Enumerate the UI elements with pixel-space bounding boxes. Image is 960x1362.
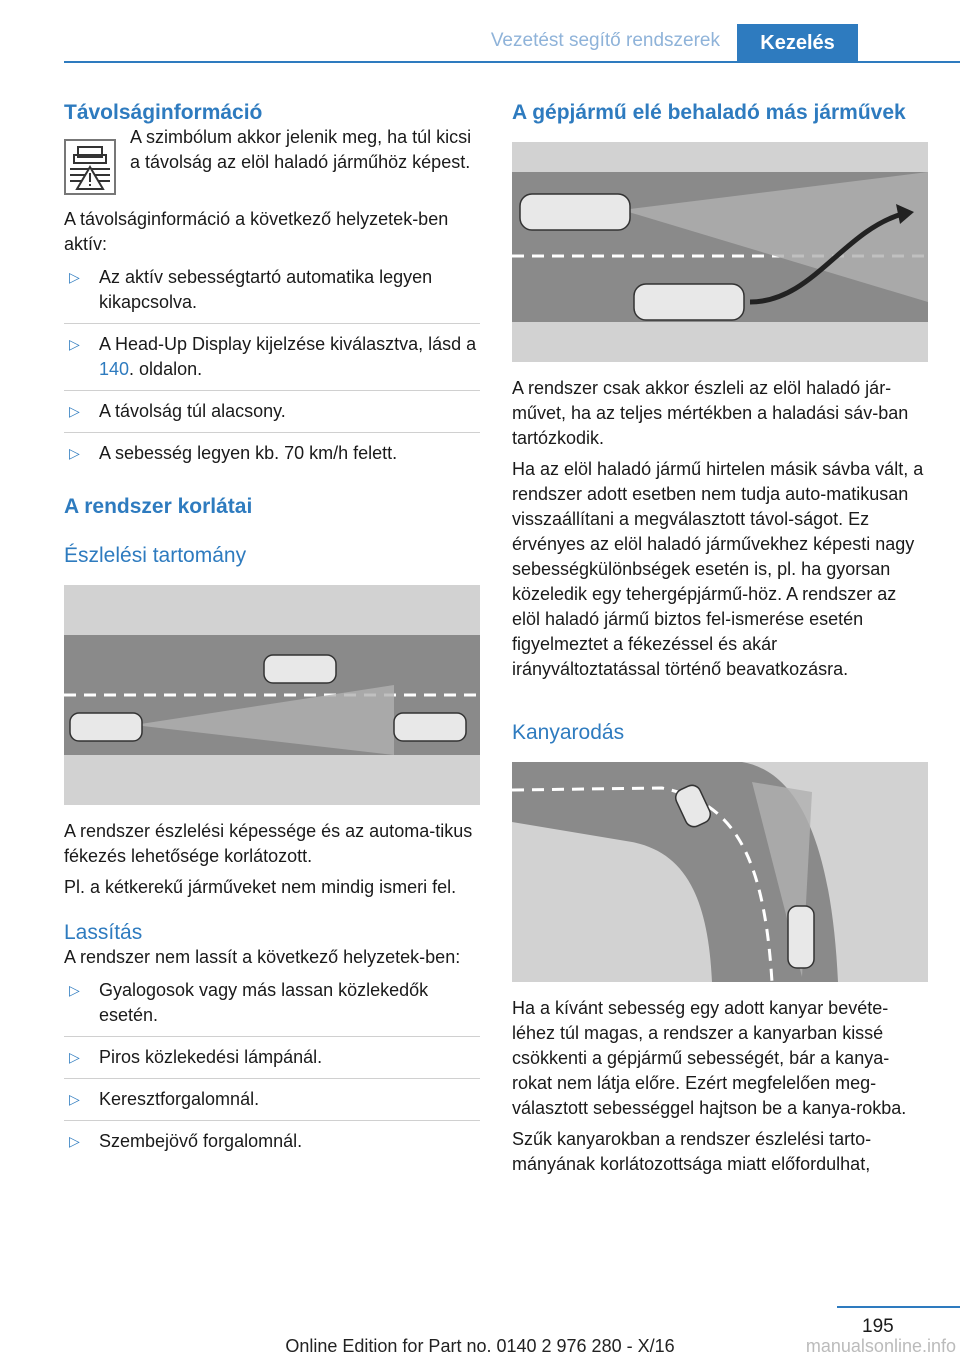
heading-distance-info: Távolságinformáció bbox=[64, 101, 263, 124]
page-link[interactable]: 140 bbox=[99, 359, 130, 379]
list-item: ▷ Gyalogosok vagy más lassan közlekedők esetén. bbox=[64, 978, 480, 1037]
header-divider bbox=[64, 61, 960, 63]
symbol-description: A szimbólum akkor jelenik meg, ha túl kicsi a távolság az elöl haladó járműhöz képest. bbox=[130, 127, 472, 172]
heading-detection-range: Észlelési tartomány bbox=[64, 544, 247, 567]
two-wheeler-text: Pl. a kétkerekű járműveket nem mindig ismeri fel. bbox=[64, 877, 457, 897]
heading-deceleration: Lassítás bbox=[64, 921, 143, 944]
heading-limits: A rendszer korlátai bbox=[64, 495, 253, 518]
cornering-illustration bbox=[512, 762, 928, 982]
active-conditions-list bbox=[64, 265, 480, 474]
heading-cornering: Kanyarodás bbox=[512, 721, 625, 744]
no-deceleration-list bbox=[64, 978, 480, 1162]
cut-in-text-2: Ha az elöl haladó jármű hirtelen másik sávba vált, a rendszer adott esetben nem tudja auto-matikusan visszaállítani a megválasztott távol-ságot. Ez érvényes az elöl haladó járművekhez képesti nagy sebességkülönbségek esetén is, pl. ha gyorsan közeledik egy tehergépjármű-höz. A rendszer az elöl haladó jármű biztos fel-ismerése esetén figyelmeztet a fékezéssel és akár irányváltoztatással történő beavatkozásra. bbox=[512, 459, 924, 679]
header-tab: Kezelés bbox=[737, 24, 858, 62]
cut-in-illustration bbox=[512, 142, 928, 362]
page-number: 195 bbox=[862, 1316, 894, 1337]
cornering-text-2: Szűk kanyarokban a rendszer észlelési tarto-mányának korlátozottsága miatt előfordulhat, bbox=[512, 1129, 872, 1174]
symbol-block bbox=[64, 127, 480, 195]
distance-warning-icon bbox=[64, 139, 116, 195]
footer-divider bbox=[837, 1306, 960, 1308]
page-header bbox=[0, 0, 960, 62]
cut-in-text-1: A rendszer csak akkor észleli az elöl haladó jár-művet, ha az teljes mértékben a haladási sáv-ban tartózkodik. bbox=[512, 378, 909, 448]
detection-text: A rendszer észlelési képessége és az automa-tikus fékezés lehetősége korlátozott. bbox=[64, 821, 473, 866]
list-item: ▷ Piros közlekedési lámpánál. bbox=[64, 1045, 480, 1079]
list-item: ▷ Szembejövő forgalomnál. bbox=[64, 1129, 480, 1162]
edition-text: Online Edition for Part no. 0140 2 976 280 - X/16 bbox=[285, 1336, 675, 1356]
header-section-title: Vezetést segítő rendszerek bbox=[490, 30, 720, 51]
list-item: ▷ Az aktív sebességtartó automatika legyen kikapcsolva. bbox=[64, 265, 480, 324]
list-item: ▷ A sebesség legyen kb. 70 km/h felett. bbox=[64, 441, 480, 474]
watermark: manualsonline.info bbox=[805, 1336, 956, 1356]
list-item: ▷ A Head-Up Display kijelzése kiválasztva, lásd a 140. oldalon. bbox=[64, 332, 480, 391]
deceleration-text: A rendszer nem lassít a következő helyzetek-ben: bbox=[64, 947, 461, 967]
left-column bbox=[64, 100, 480, 1170]
cornering-text-1: Ha a kívánt sebesség egy adott kanyar bevéte-léhez túl magas, a rendszer a kanyarban kissé csökkenti a gépjármű sebességét, bár a kanya-rokat nem látja előre. Ezért megfelelően meg-választott sebességgel hajtson be a kanya-rokba. bbox=[512, 998, 907, 1118]
right-column bbox=[512, 100, 928, 1177]
intro-text: A távolságinformáció a következő helyzetek-ben aktív: bbox=[64, 209, 449, 254]
heading-cut-in: A gépjármű elé behaladó más járművek bbox=[512, 101, 906, 124]
list-item: ▷ Keresztforgalomnál. bbox=[64, 1087, 480, 1121]
list-item: ▷ A távolság túl alacsony. bbox=[64, 399, 480, 433]
detection-range-illustration bbox=[64, 585, 480, 805]
